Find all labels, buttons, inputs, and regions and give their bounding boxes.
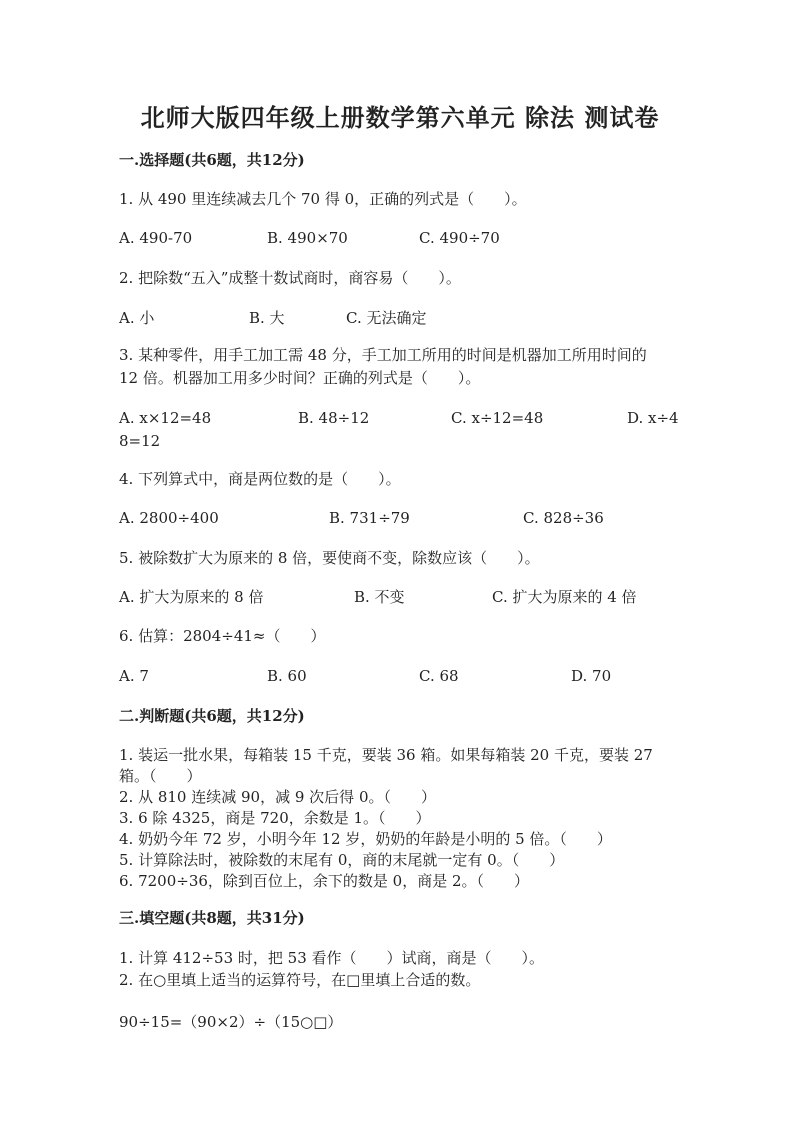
fill-line: 2. 在○里填上适当的运算符号，在□里填上合适的数。	[119, 971, 481, 989]
fill-line: 90÷15=（90×2）÷（15○□）	[119, 1013, 343, 1031]
question-text: 4. 下列算式中，商是两位数的是（ ）。	[119, 470, 401, 488]
option-a: A. 小	[119, 309, 155, 327]
question-text-line: 12 倍。机器加工用多少时间？正确的列式是（ ）。	[119, 369, 481, 387]
question-text: 1. 从 490 里连续减去几个 70 得 0，正确的列式是（ ）。	[119, 190, 527, 208]
option-a: A. 2800÷400	[119, 509, 219, 527]
question-text: 2. 把除数“五入”成整十数试商时，商容易（ ）。	[119, 269, 461, 287]
judge-line: 箱。（ ）	[119, 767, 202, 785]
judge-line: 4. 奶奶今年 72 岁，小明今年 12 岁，奶奶的年龄是小明的 5 倍。（ ）	[119, 830, 612, 848]
option-a: A. 490-70	[119, 229, 193, 247]
judge-line: 6. 7200÷36，除到百位上，余下的数是 0，商是 2。（ ）	[119, 872, 530, 890]
section-heading-choice: 一.选择题(共6题，共12分)	[119, 151, 305, 169]
judge-line: 3. 6 除 4325，商是 720，余数是 1。（ ）	[119, 809, 431, 827]
judge-line: 2. 从 810 连续减 90，减 9 次后得 0。（ ）	[119, 788, 436, 806]
question-text-line: 3. 某种零件，用手工加工需 48 分，手工加工所用的时间是机器加工所用时间的	[119, 346, 647, 364]
section-heading-judge: 二.判断题(共6题，共12分)	[119, 707, 305, 725]
fill-line: 1. 计算 412÷53 时，把 53 看作（ ）试商，商是（ ）。	[119, 949, 545, 967]
option-c: C. 68	[419, 667, 459, 685]
option-c: C. x÷12=48	[451, 409, 544, 427]
question-text: 5. 被除数扩大为原来的 8 倍，要使商不变，除数应该（ ）。	[119, 549, 540, 567]
option-c: C. 无法确定	[346, 309, 427, 327]
section-heading-fill: 三.填空题(共8题，共31分)	[119, 909, 305, 927]
question-text: 6. 估算：2804÷41≈（ ）	[119, 627, 326, 645]
judge-line: 5. 计算除法时，被除数的末尾有 0，商的末尾就一定有 0。（ ）	[119, 851, 565, 869]
option-c: C. 828÷36	[523, 509, 604, 527]
option-b: B. 不变	[354, 588, 405, 606]
option-a: A. x×12=48	[119, 409, 212, 427]
option-d-wrap: 8=12	[119, 432, 161, 450]
option-c: C. 490÷70	[419, 229, 500, 247]
option-d: D. 70	[571, 667, 612, 685]
judge-line: 1. 装运一批水果，每箱装 15 千克，要装 36 箱。如果每箱装 20 千克，要装 27	[119, 746, 653, 764]
option-b: B. 490×70	[267, 229, 348, 247]
option-b: B. 60	[267, 667, 307, 685]
option-a: A. 7	[119, 667, 149, 685]
option-d: D. x÷4	[627, 409, 679, 427]
option-b: B. 48÷12	[298, 409, 370, 427]
option-b: B. 大	[249, 309, 285, 327]
option-b: B. 731÷79	[329, 509, 410, 527]
option-a: A. 扩大为原来的 8 倍	[119, 588, 264, 606]
page-title: 北师大版四年级上册数学第六单元 除法 测试卷	[140, 103, 660, 132]
option-c: C. 扩大为原来的 4 倍	[492, 588, 637, 606]
